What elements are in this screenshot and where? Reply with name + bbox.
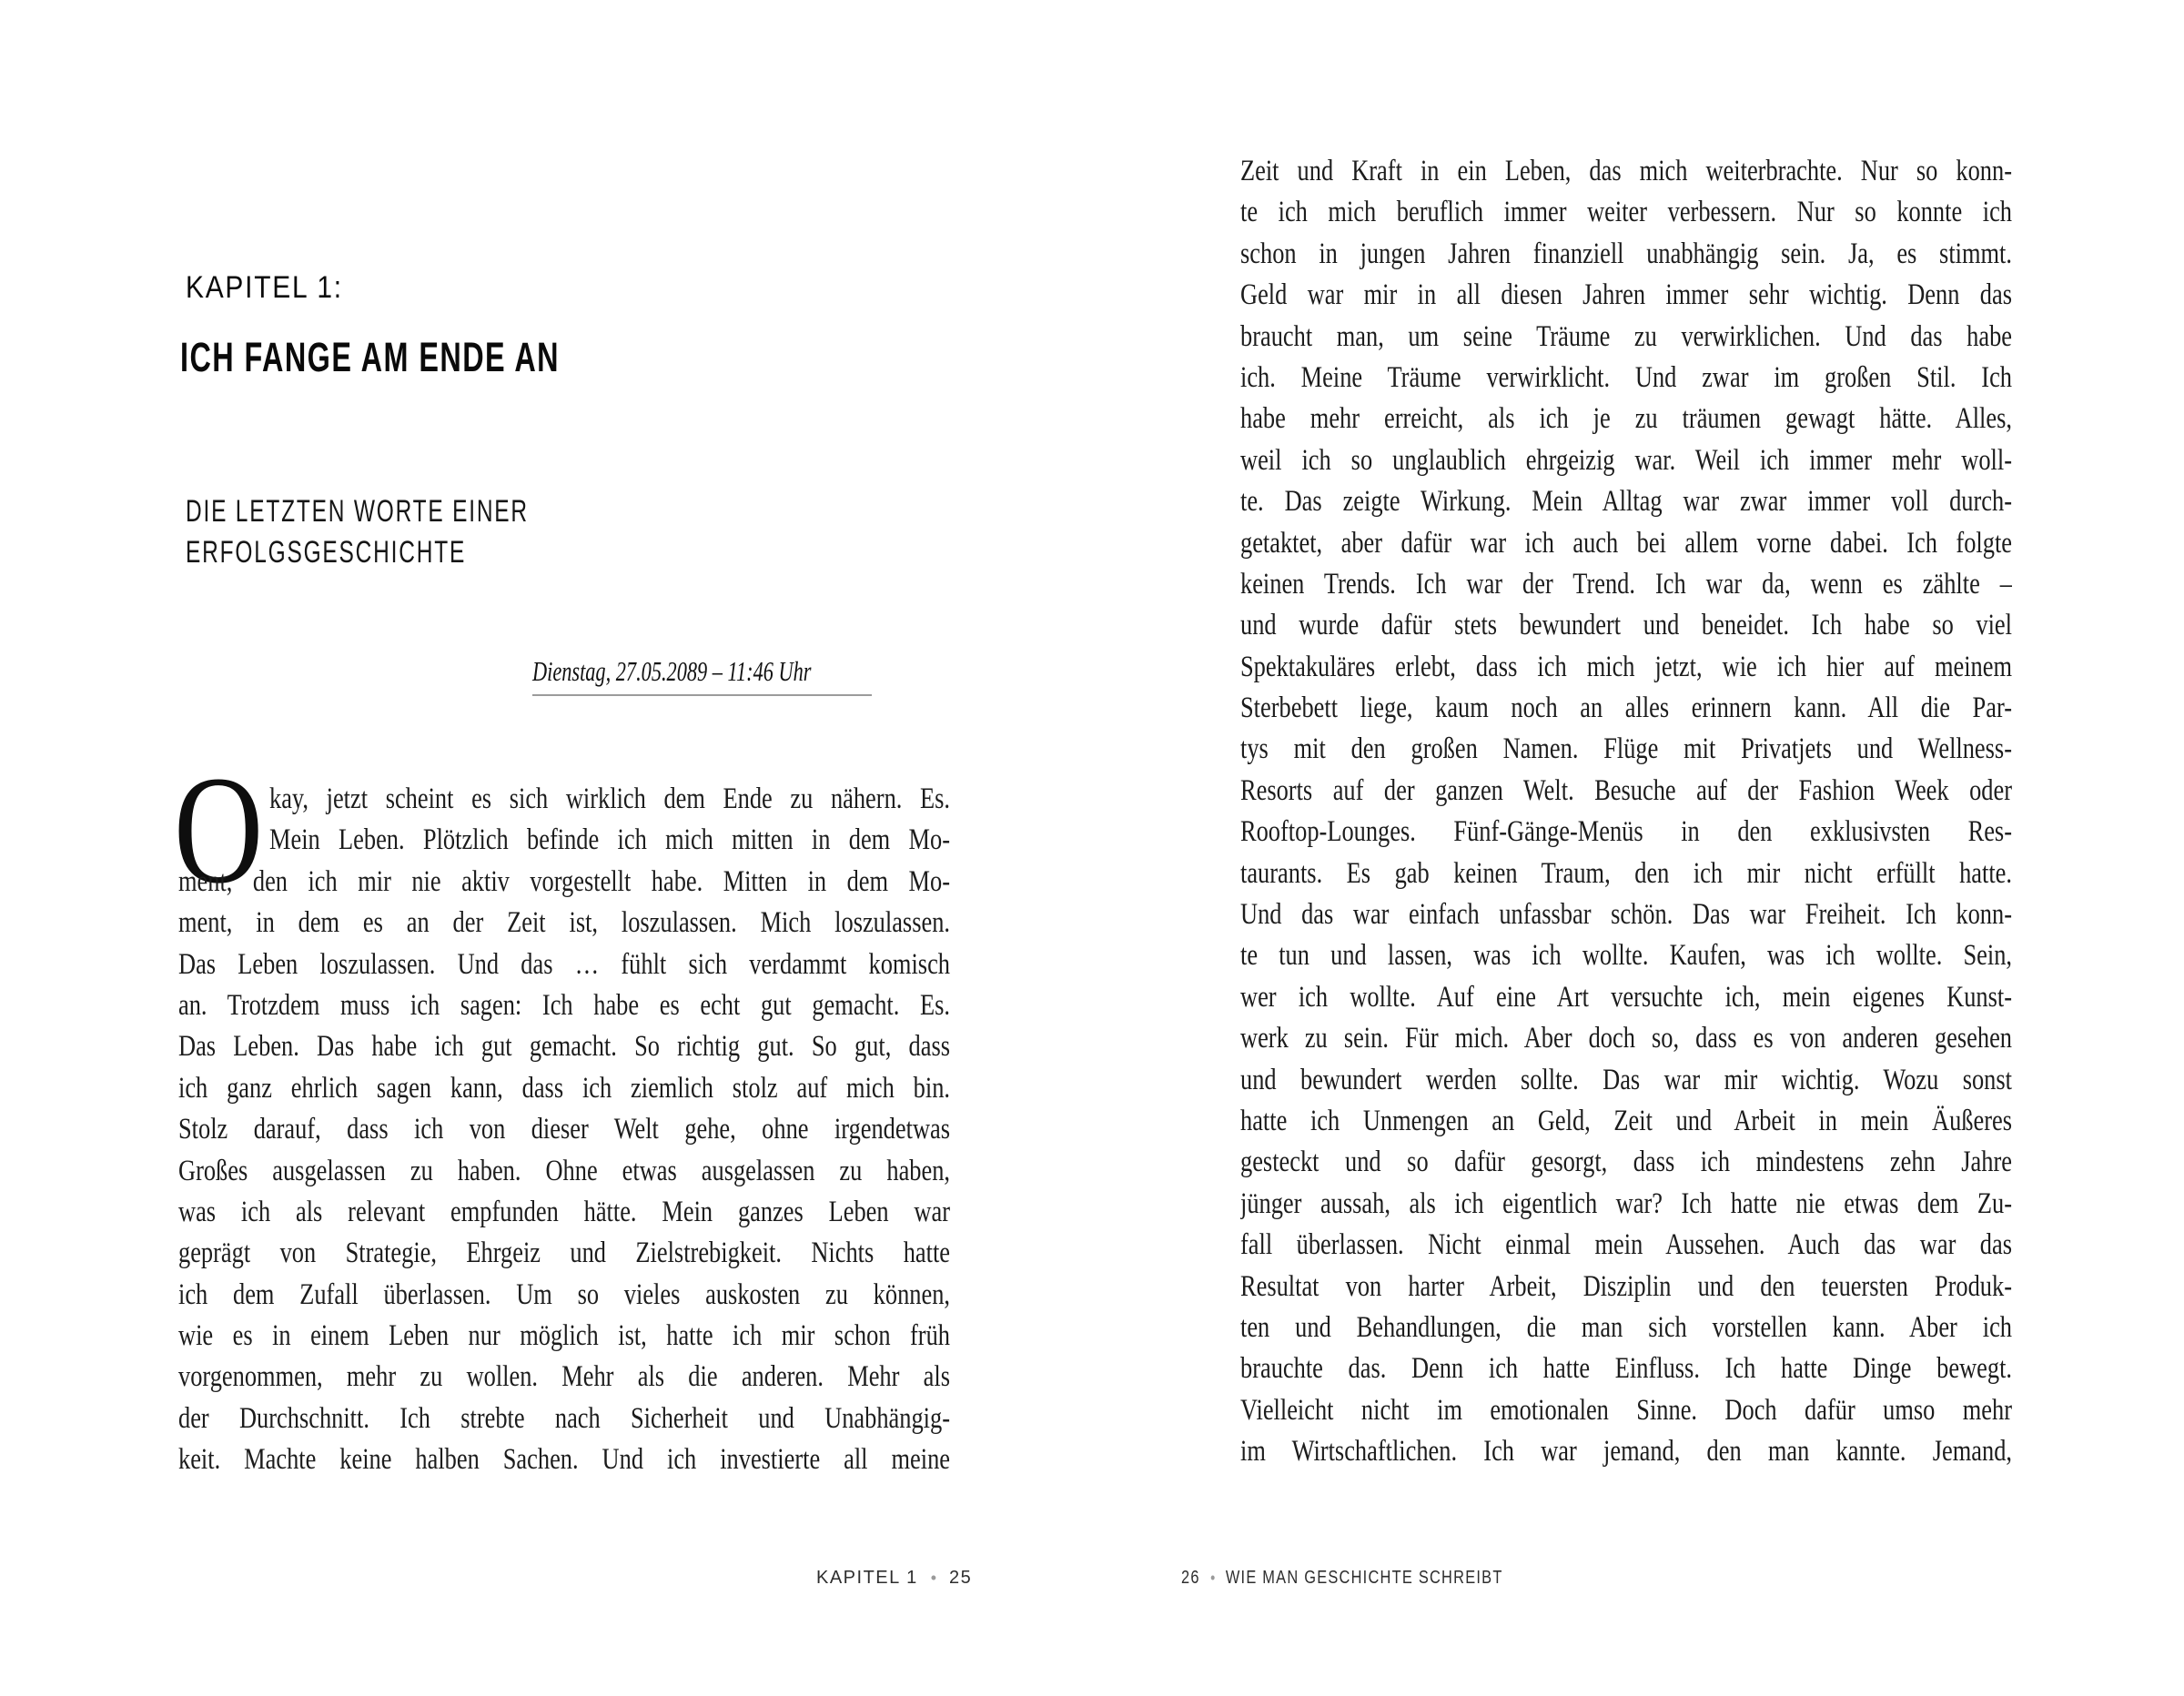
- body-line: Geld war mir in all diesen Jahren immer sehr wichtig. Denn das: [1240, 278, 2012, 312]
- body-line: Mein Leben. Plötzlich befinde ich mich mitten in dem Mo-: [269, 823, 950, 857]
- body-line: schon in jungen Jahren finanziell unabhängig sein. Ja, es stimmt.: [1240, 237, 2012, 270]
- body-line: Resultat von harter Arbeit, Disziplin und den teuersten Produk-: [1240, 1269, 2012, 1303]
- chapter-kicker: KAPITEL 1:: [186, 270, 343, 305]
- body-line: Vielleicht nicht im emotionalen Sinne. Doch dafür umso mehr: [1240, 1393, 2012, 1427]
- footer-right: [1181, 1569, 1503, 1587]
- body-line: im Wirtschaftlichen. Ich war jemand, den man kannte. Jemand,: [1240, 1435, 2012, 1469]
- footer-page-number-right: 26: [1181, 1568, 1200, 1588]
- body-line: weil ich so unglaublich ehrgeizig war. Weil ich immer mehr woll-: [1240, 443, 2012, 477]
- body-line: brauchte das. Denn ich hatte Einfluss. Ich hatte Dinge bewegt.: [1240, 1352, 2012, 1386]
- body-line: Und das war einfach unfassbar schön. Das war Freiheit. Ich konn-: [1240, 898, 2012, 932]
- body-line: Großes ausgelassen zu haben. Ohne etwas ausgelassen zu haben,: [178, 1154, 950, 1187]
- body-line: te. Das zeigte Wirkung. Mein Alltag war zwar immer voll durch-: [1240, 485, 2012, 519]
- body-line: Rooftop-Lounges. Fünf-Gänge-Menüs in den exklusivsten Res-: [1240, 815, 2012, 849]
- body-line: te tun und lassen, was ich wollte. Kaufen, was ich wollte. Sein,: [1240, 939, 2012, 973]
- body-line: der Durchschnitt. Ich strebte nach Sicherheit und Unabhängig-: [178, 1401, 950, 1435]
- body-line: wie es in einem Leben nur möglich ist, hatte ich mir schon früh: [178, 1319, 950, 1353]
- body-line: ten und Behandlungen, die man sich vorstellen kann. Aber ich: [1240, 1310, 2012, 1344]
- body-text-right: [1240, 151, 2012, 1473]
- body-line: habe mehr erreicht, als ich je zu träumen gewagt hätte. Alles,: [1240, 402, 2012, 436]
- body-line: getaktet, aber dafür war ich auch bei allem vorne dabei. Ich folgte: [1240, 526, 2012, 560]
- body-line: keit. Machte keine halben Sachen. Und ich investierte all meine: [178, 1443, 950, 1477]
- footer-chapter-label: KAPITEL 1: [816, 1568, 918, 1588]
- body-line: tys mit den großen Namen. Flüge mit Privatjets und Wellness-: [1240, 732, 2012, 766]
- body-line: kay, jetzt scheint es sich wirklich dem Ende zu nähern. Es.: [269, 782, 950, 815]
- body-line: an. Trotzdem muss ich sagen: Ich habe es echt gut gemacht. Es.: [178, 988, 950, 1022]
- body-line: Das Leben. Das habe ich gut gemacht. So richtig gut. So gut, dass: [178, 1030, 950, 1064]
- body-line: gesteckt und so dafür gesorgt, dass ich mindestens zehn Jahre: [1240, 1146, 2012, 1179]
- body-line: was ich als relevant empfunden hätte. Mein ganzes Leben war: [178, 1195, 950, 1228]
- body-line: Stolz darauf, dass ich von dieser Welt gehe, ohne irgendetwas: [178, 1113, 950, 1146]
- body-line: jünger aussah, als ich eigentlich war? Ich hatte nie etwas dem Zu-: [1240, 1186, 2012, 1220]
- body-line: vorgenommen, mehr zu wollen. Mehr als die anderen. Mehr als: [178, 1360, 950, 1394]
- body-line: taurants. Es gab keinen Traum, den ich mir nicht erfüllt hatte.: [1240, 856, 2012, 890]
- body-line: ment, den ich mir nie aktiv vorgestellt habe. Mitten in dem Mo-: [178, 864, 950, 898]
- body-line: ich ganz ehrlich sagen kann, dass ich ziemlich stolz auf mich bin.: [178, 1071, 950, 1105]
- body-line: geprägt von Strategie, Ehrgeiz und Zielstrebigkeit. Nichts hatte: [178, 1237, 950, 1270]
- body-line: Das Leben loszulassen. Und das … fühlt sich verdammt komisch: [178, 947, 950, 981]
- body-line: ment, in dem es an der Zeit ist, loszulassen. Mich loszulassen.: [178, 906, 950, 940]
- chapter-title: ICH FANGE AM ENDE AN: [180, 334, 561, 380]
- body-line: Spektakuläres erlebt, dass ich mich jetzt, wie ich hier auf meinem: [1240, 650, 2012, 683]
- body-line: und wurde dafür stets bewundert und beneidet. Ich habe so viel: [1240, 609, 2012, 642]
- body-line: ich. Meine Träume verwirklicht. Und zwar im großen Stil. Ich: [1240, 360, 2012, 394]
- body-line: wer ich wollte. Auf eine Art versuchte ich, mein eigenes Kunst-: [1240, 980, 2012, 1014]
- body-line: hatte ich Unmengen an Geld, Zeit und Arbeit in mein Äußeres: [1240, 1104, 2012, 1137]
- body-line: und bewundert werden sollte. Das war mir wichtig. Wozu sonst: [1240, 1063, 2012, 1096]
- chapter-subtitle-line-2: ERFOLGSGESCHICHTE: [186, 535, 467, 570]
- body-line: fall überlassen. Nicht einmal mein Aussehen. Auch das war das: [1240, 1228, 2012, 1262]
- footer-bullet-icon: •: [930, 1569, 937, 1587]
- body-line: braucht man, um seine Träume zu verwirklichen. Und das habe: [1240, 319, 2012, 353]
- footer-page-number-left: 25: [949, 1568, 973, 1588]
- dateline: Dienstag, 27.05.2089 – 11:46 Uhr: [532, 655, 812, 687]
- footer-running-title: WIE MAN GESCHICHTE SCHREIBT: [1225, 1568, 1503, 1588]
- body-line: ich dem Zufall überlassen. Um so vieles auskosten zu können,: [178, 1277, 950, 1311]
- body-line: te ich mich beruflich immer weiter verbessern. Nur so konnte ich: [1240, 196, 2012, 229]
- body-line: werk zu sein. Für mich. Aber doch so, dass es von anderen gesehen: [1240, 1022, 2012, 1055]
- drop-cap: O: [174, 744, 264, 915]
- body-line: Sterbebett liege, kaum noch an alles erinnern kann. All die Par-: [1240, 692, 2012, 725]
- body-line: Zeit und Kraft in ein Leben, das mich weiterbrachte. Nur so konn-: [1240, 155, 2012, 187]
- footer-bullet-icon: •: [1210, 1569, 1216, 1587]
- body-line: Resorts auf der ganzen Welt. Besuche auf der Fashion Week oder: [1240, 773, 2012, 807]
- body-line: keinen Trends. Ich war der Trend. Ich war da, wenn es zählte –: [1240, 567, 2012, 601]
- chapter-subtitle-line-1: DIE LETZTEN WORTE EINER: [186, 494, 529, 529]
